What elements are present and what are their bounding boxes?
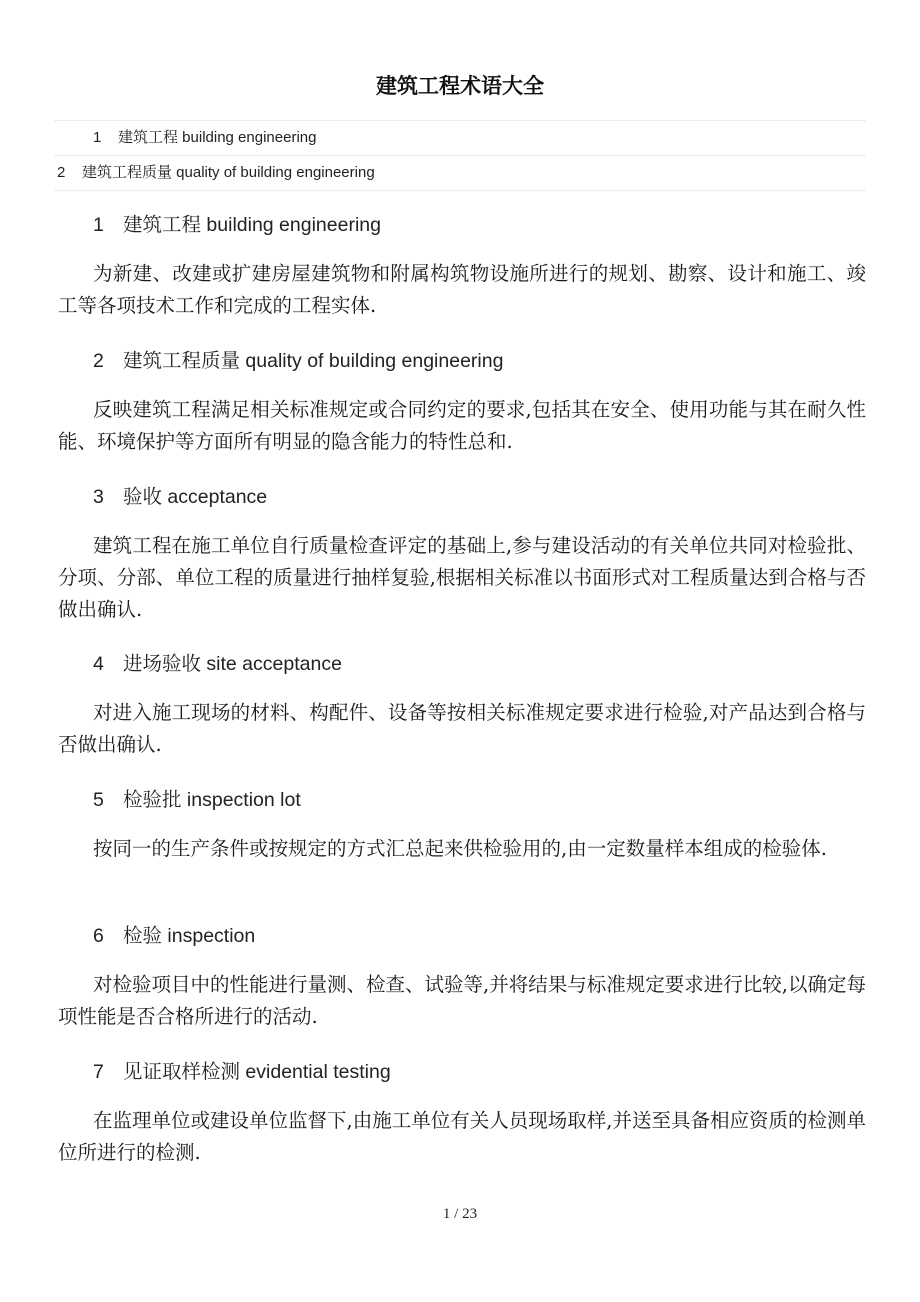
section-number: 3 xyxy=(93,486,104,508)
section-number: 7 xyxy=(93,1061,104,1083)
section-body-6: 对检验项目中的性能进行量测、检查、试验等,并将结果与标准规定要求进行比较,以确定每项性能是否合格所进行的活动. xyxy=(58,973,866,1028)
toc-item-number: 2 xyxy=(57,164,66,181)
section-heading-4 xyxy=(93,648,342,676)
section-body-7: 在监理单位或建设单位监督下,由施工单位有关人员现场取样,并送至具备相应资质的检测单位所进行的检测. xyxy=(58,1109,866,1164)
section-heading-5 xyxy=(93,784,301,812)
section-body-5: 按同一的生产条件或按规定的方式汇总起来供检验用的,由一定数量样本组成的检验体. xyxy=(93,837,827,860)
section-heading-2 xyxy=(93,345,503,373)
section-heading-7 xyxy=(93,1056,391,1084)
section-heading-6 xyxy=(93,920,255,948)
section-heading-1 xyxy=(93,209,381,237)
section-body-4: 对进入施工现场的材料、构配件、设备等按相关标准规定要求进行检验,对产品达到合格与否做出确认. xyxy=(58,701,866,756)
table-of-contents xyxy=(55,120,865,191)
section-number: 2 xyxy=(93,350,104,372)
toc-item-number: 1 xyxy=(93,129,102,146)
section-heading-3 xyxy=(93,481,267,509)
section-term: 建筑工程质量 quality of building engineering xyxy=(123,350,504,372)
toc-item-2[interactable] xyxy=(55,156,865,191)
section-term: 进场验收 site acceptance xyxy=(123,653,342,675)
section-term: 见证取样检测 evidential testing xyxy=(123,1061,391,1083)
section-body-3: 建筑工程在施工单位自行质量检查评定的基础上,参与建设活动的有关单位共同对检验批、分项、分部、单位工程的质量进行抽样复验,根据相关标准以书面形式对工程质量达到合格与否做出确认. xyxy=(58,534,866,621)
toc-item-1[interactable] xyxy=(55,120,865,156)
section-term: 建筑工程 building engineering xyxy=(123,214,381,236)
section-number: 4 xyxy=(93,653,104,675)
document-title: 建筑工程术语大全 xyxy=(376,73,544,98)
section-number: 5 xyxy=(93,789,104,811)
toc-item-text: 建筑工程质量 quality of building engineering xyxy=(82,164,375,181)
section-term: 检验 inspection xyxy=(123,925,256,947)
section-term: 检验批 inspection lot xyxy=(123,789,301,811)
toc-item-text: 建筑工程 building engineering xyxy=(118,129,317,146)
section-body-1: 为新建、改建或扩建房屋建筑物和附属构筑物设施所进行的规划、勘察、设计和施工、竣工等各项技术工作和完成的工程实体. xyxy=(58,262,866,317)
section-number: 6 xyxy=(93,925,104,947)
section-number: 1 xyxy=(93,214,104,236)
section-term: 验收 acceptance xyxy=(123,486,268,508)
page-number: 1 / 23 xyxy=(442,1206,478,1222)
section-body-2: 反映建筑工程满足相关标准规定或合同约定的要求,包括其在安全、使用功能与其在耐久性能、环境保护等方面所有明显的隐含能力的特性总和. xyxy=(58,398,866,453)
